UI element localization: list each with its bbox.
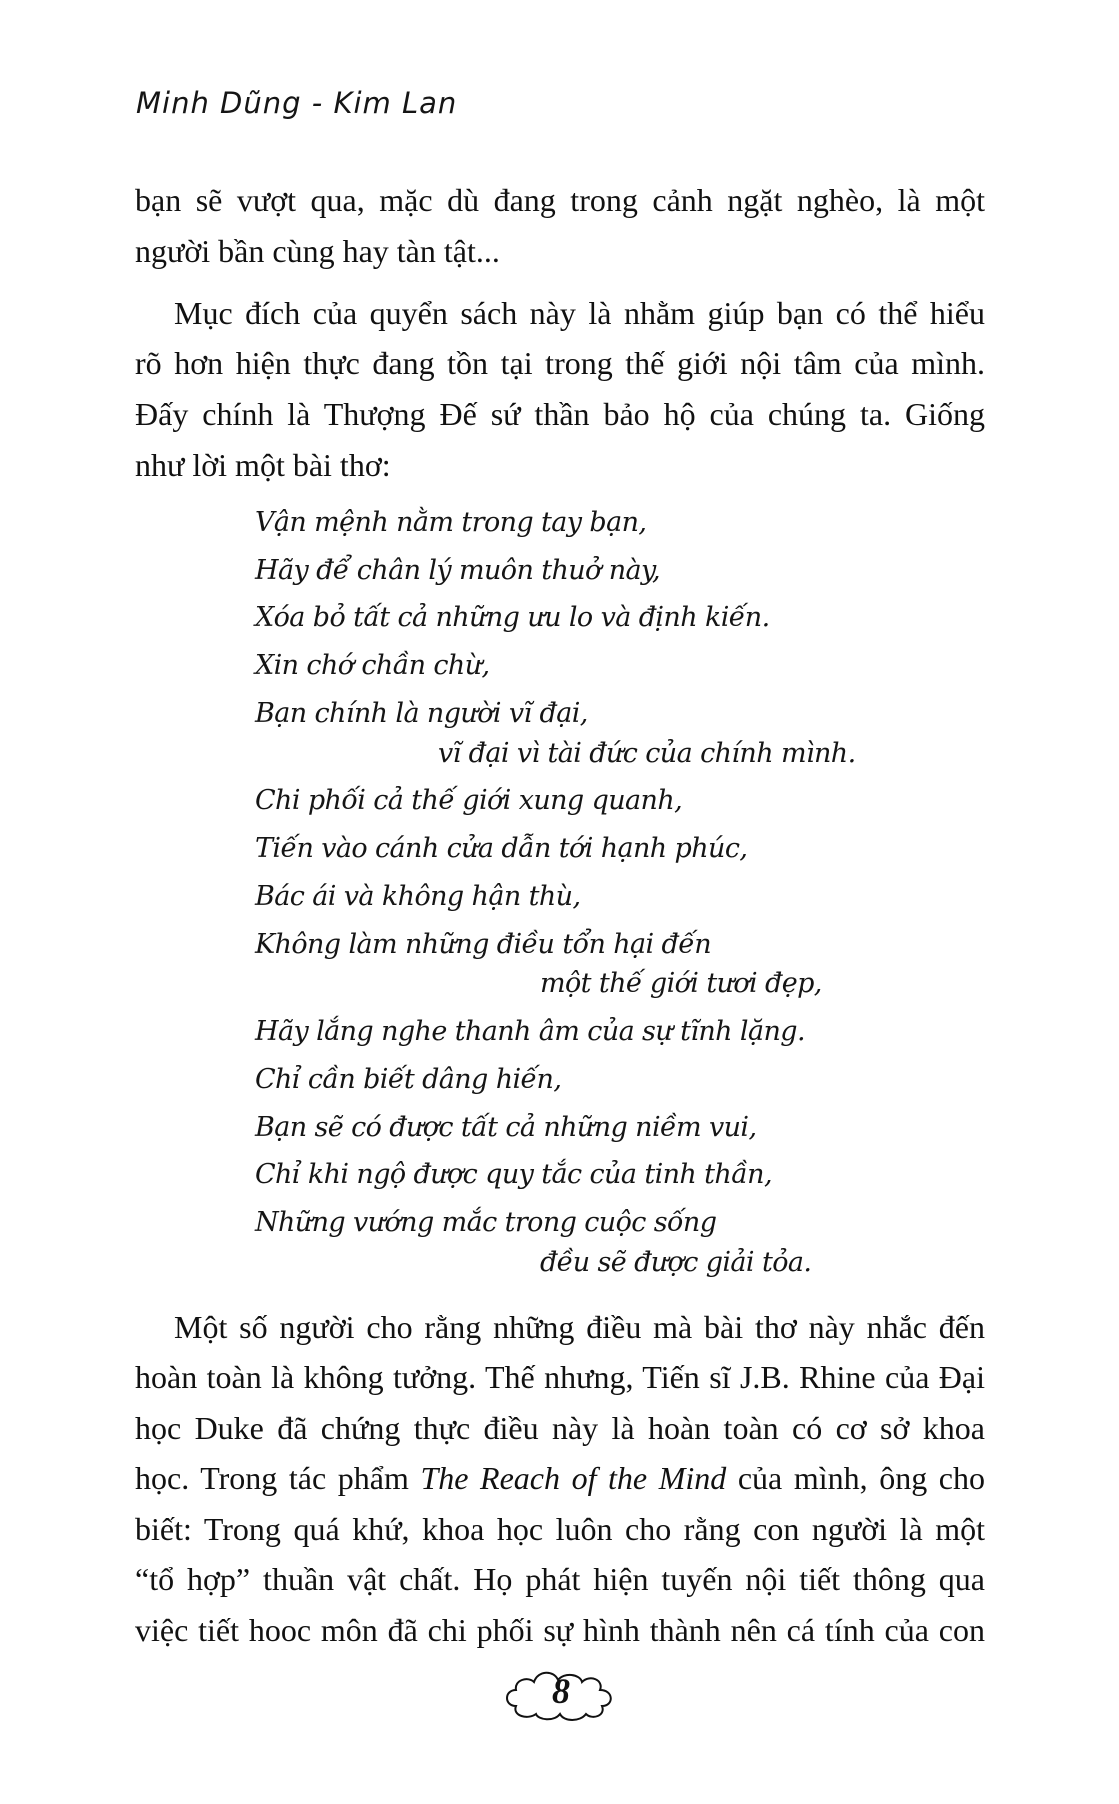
poem-line: Bạn sẽ có được tất cả những niềm vui, xyxy=(255,1112,757,1143)
poem-line: Vận mệnh nằm trong tay bạn, xyxy=(255,507,647,538)
body-line: học Duke đã chứng thực điều này là hoàn toàn có cơ sở khoa xyxy=(135,1410,985,1446)
poem-line: Xóa bỏ tất cả những ưu lo và định kiến. xyxy=(255,602,770,633)
poem-line: Hãy lắng nghe thanh âm của sự tĩnh lặng. xyxy=(255,1016,805,1047)
poem-line: Xin chớ chần chừ, xyxy=(255,650,490,681)
poem-line: một thế giới tươi đẹp, xyxy=(540,968,822,999)
body-line: việc tiết hooc môn đã chi phối sự hình thành nên cá tính của con xyxy=(135,1612,985,1648)
body-line: hoàn toàn là không tưởng. Thế nhưng, Tiến sĩ J.B. Rhine của Đại xyxy=(135,1359,985,1395)
poem-line: đều sẽ được giải tỏa. xyxy=(540,1247,812,1278)
body-line: như lời một bài thơ: xyxy=(135,447,391,483)
body-line: Mục đích của quyển sách này là nhằm giúp bạn có thể hiểu xyxy=(174,295,985,331)
poem-line: Chỉ cần biết dâng hiến, xyxy=(255,1064,562,1095)
poem-line: Những vướng mắc trong cuộc sống xyxy=(255,1207,717,1238)
body-line: Một số người cho rằng những điều mà bài thơ này nhắc đến xyxy=(174,1309,985,1345)
body-line: Đấy chính là Thượng Đế sứ thần bảo hộ của chúng ta. Giống xyxy=(135,396,985,432)
body-line xyxy=(135,1462,985,1494)
running-head: Minh Dũng - Kim Lan xyxy=(136,86,458,120)
text-segment: học. Trong tác phẩm xyxy=(135,1460,421,1496)
body-line: rõ hơn hiện thực đang tồn tại trong thế giới nội tâm của mình. xyxy=(135,345,985,381)
poem-line: Không làm những điều tổn hại đến xyxy=(255,929,712,960)
page-number-text: 8 xyxy=(552,1671,570,1711)
poem-line: Bác ái và không hận thù, xyxy=(255,881,581,912)
poem-line: Chỉ khi ngộ được quy tắc của tinh thần, xyxy=(255,1159,772,1190)
text-segment: của mình, ông cho xyxy=(726,1460,985,1496)
body-line: người bần cùng hay tàn tật... xyxy=(135,233,500,269)
poem-line: Hãy để chân lý muôn thuở này, xyxy=(255,555,661,586)
poem-line: Tiến vào cánh cửa dẫn tới hạnh phúc, xyxy=(255,833,748,864)
body-line: bạn sẽ vượt qua, mặc dù đang trong cảnh ngặt nghèo, là một xyxy=(135,182,985,218)
body-line: “tổ hợp” thuần vật chất. Họ phát hiện tuyến nội tiết thông qua xyxy=(135,1561,985,1597)
body-line: biết: Trong quá khứ, khoa học luôn cho rằng con người là một xyxy=(135,1511,985,1547)
poem-line: vĩ đại vì tài đức của chính mình. xyxy=(438,738,856,769)
book-title: The Reach of the Mind xyxy=(420,1460,727,1496)
poem-line: Chi phối cả thế giới xung quanh, xyxy=(255,785,683,816)
poem-line: Bạn chính là người vĩ đại, xyxy=(255,698,588,729)
page-number xyxy=(502,1662,620,1724)
